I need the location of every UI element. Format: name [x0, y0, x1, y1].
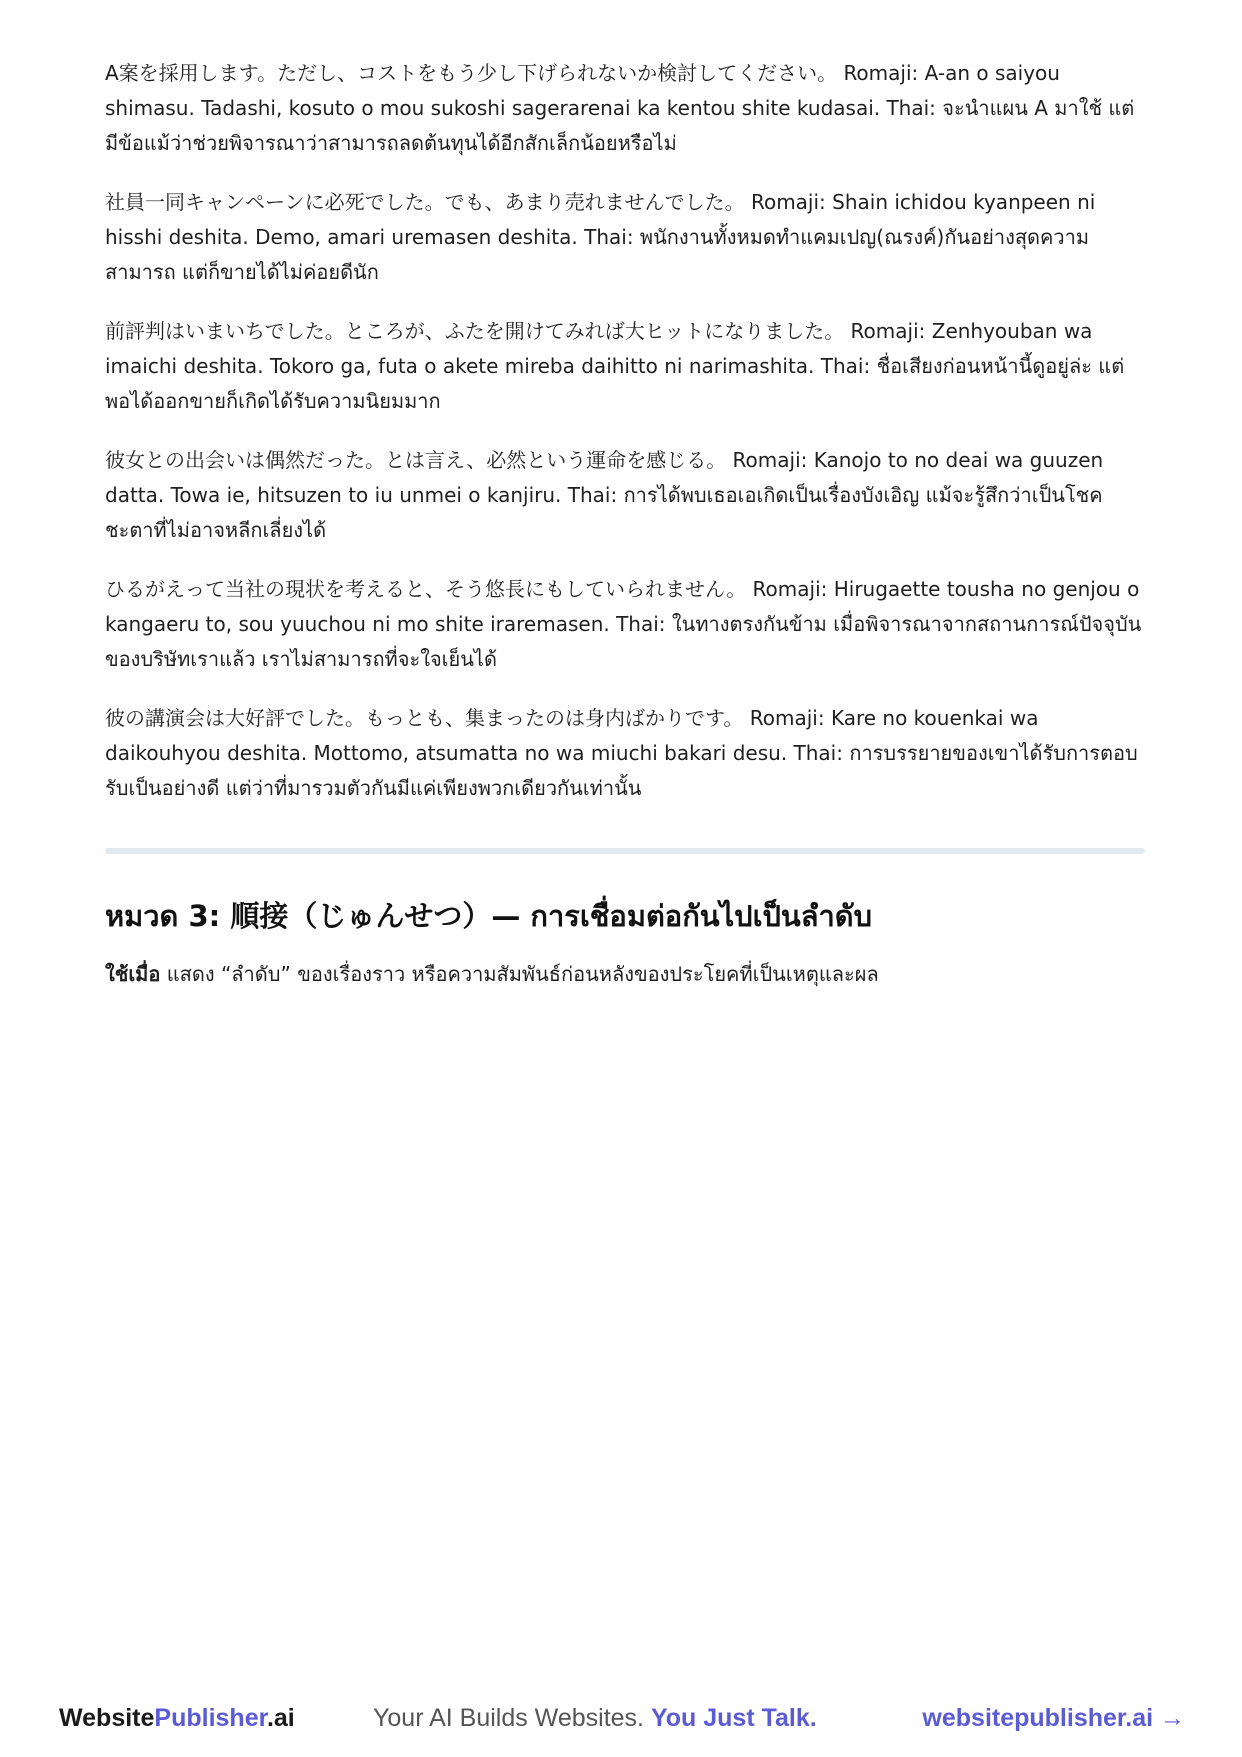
- brand-part-website: Website: [59, 1704, 155, 1732]
- usage-label: ใช้เมื่อ: [105, 962, 161, 986]
- example-sentence-3: 前評判はいまいちでした。ところが、ふたを開けてみれば大ヒットになりました。 Romaji: Zenhyouban wa imaichi deshita. Tokoro ga, futa o akete mireba daihitto ni narimashita. Thai: ชื่อเสียงก่อนหน้านี้ดูอยู่ล่ะ แต่พอได้ออกขายก็เกิดได้รับความนิยมมาก: [105, 319, 1125, 413]
- footer-tagline: [373, 1698, 817, 1738]
- example-sentence-1: A案を採用します。ただし、コストをもう少し下げられないか検討してください。 Romaji: A-an o saiyou shimasu. Tadashi, kosuto o mou sukoshi sagerarenai ka kentou shite kudasai. Thai: จะนำแผน A มาใช้ แต่มีข้อแม้ว่าช่วยพิจารณาว่าสามารถลดต้นทุนได้อีกสักเล็กน้อยหรือไม่: [105, 61, 1135, 155]
- brand-part-publisher: Publisher: [154, 1704, 267, 1732]
- usage-description: [105, 958, 1145, 990]
- section-divider: [105, 848, 1145, 854]
- usage-text: แสดง “ลำดับ” ของเรื่องราว หรือความสัมพันธ์ก่อนหลังของประโยคที่เป็นเหตุและผล: [160, 962, 879, 986]
- section-title: หมวด 3: 順接（じゅんせつ）— การเชื่อมต่อกันไปเป็นลำดับ: [105, 899, 873, 933]
- tagline-accent: You Just Talk.: [650, 1704, 817, 1732]
- tagline-plain: Your AI Builds Websites.: [373, 1704, 651, 1732]
- brand-part-ai: .ai: [266, 1704, 295, 1732]
- example-sentence-5: ひるがえって当社の現状を考えると、そう悠長にもしていられません。 Romaji: Hirugaette tousha no genjou o kangaeru to, sou yuuchou ni mo shite iraremasen. Thai: ในทางตรงกันข้าม เมื่อพิจารณาจากสถานการณ์ปัจจุบันของบริษัทเราแล้ว เราไม่สามารถที่จะใจเย็นได้: [105, 577, 1142, 671]
- footer: [0, 1698, 1242, 1738]
- example-sentence-2: 社員一同キャンペーンに必死でした。でも、あまり売れませんでした。 Romaji: Shain ichidou kyanpeen ni hisshi deshita. Demo, amari uremasen deshita. Thai: พนักงานทั้งหมดทำแคมเปญ(ณรงค์)กันอย่างสุดความสามารถ แต่ก็ขายได้ไม่ค่อยดีนัก: [105, 190, 1096, 284]
- document-body: [105, 56, 1145, 990]
- example-sentence-4: 彼女との出会いは偶然だった。とは言え、必然という運命を感じる。 Romaji: Kanojo to no deai wa guuzen datta. Towa ie, hitsuzen to iu unmei o kanjiru. Thai: การได้พบเธอเอเกิดเป็นเรื่องบังเอิญ แม้จะรู้สึกว่าเป็นโชคชะตาที่ไม่อาจหลีกเลี่ยงได้: [105, 448, 1104, 542]
- brand-logo[interactable]: [59, 1698, 295, 1738]
- example-sentence-6: 彼の講演会は大好評でした。もっとも、集まったのは身内ばかりです。 Romaji: Kare no kouenkai wa daikouhyou deshita. Mottomo, atsumatta no wa miuchi bakari desu. Thai: การบรรยายของเขาได้รับการตอบรับเป็นอย่างดี แต่ว่าที่มารวมตัวกันมีแค่เพียงพวกเดียวกันเท่านั้น: [105, 706, 1138, 800]
- website-link[interactable]: websitepublisher.ai →: [922, 1704, 1185, 1732]
